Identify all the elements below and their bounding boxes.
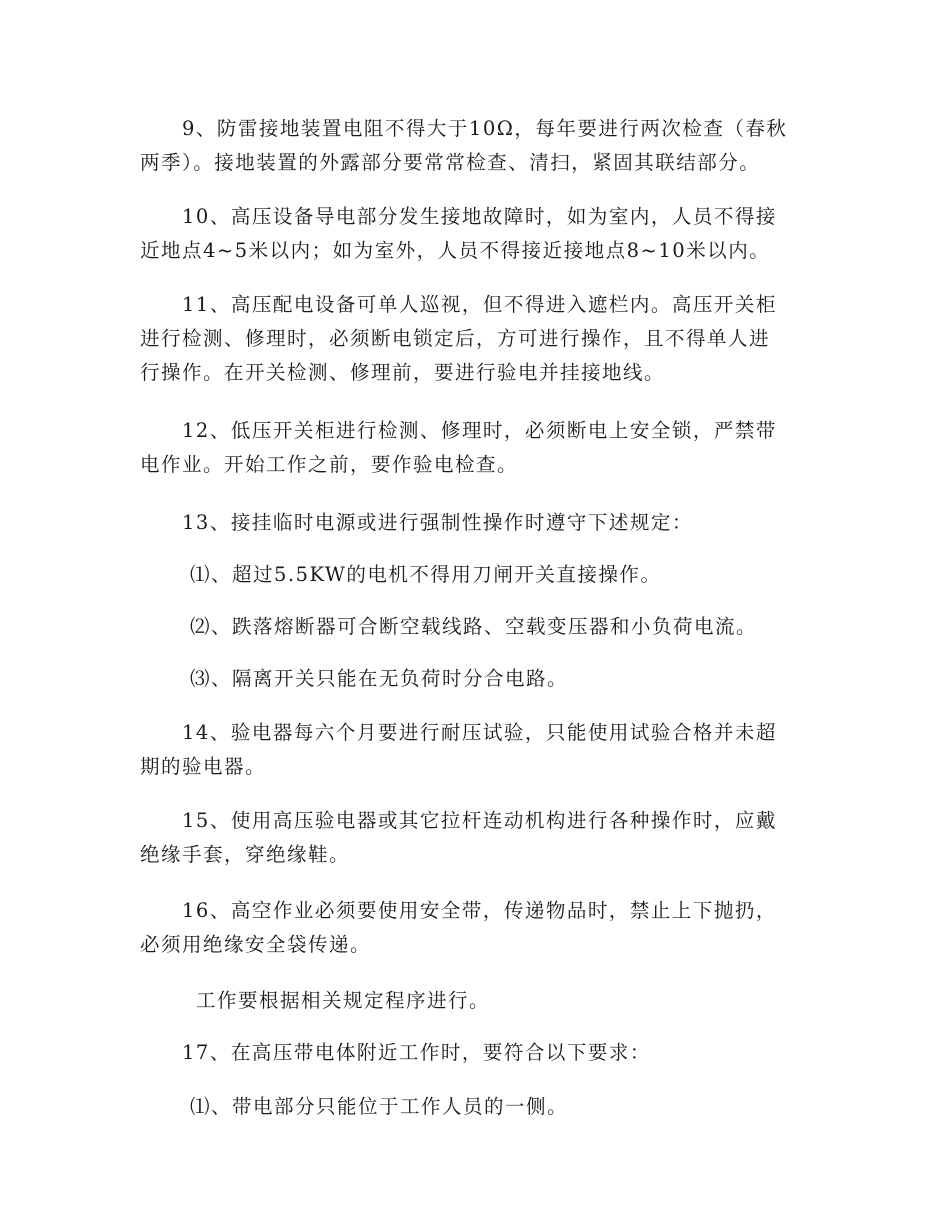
paragraph-12 <box>140 414 805 482</box>
paragraph-line: 期的验电器。 <box>140 755 267 778</box>
paragraph-line: 行操作。在开关检测、修理前，要进行验电并挂接地线。 <box>140 361 666 384</box>
paragraph-line: 电作业。开始工作之前，要作验电检查。 <box>140 453 519 476</box>
paragraph-11 <box>140 288 805 390</box>
sub-item-13-2 <box>140 610 805 644</box>
paragraph-line: 两季）。接地装置的外露部分要常常检查、清扫，紧固其联结部分。 <box>140 151 761 174</box>
paragraph-10 <box>140 200 805 268</box>
sub-item-17-1 <box>140 1090 805 1124</box>
paragraph-line: ⑴、超过5.5KW的电机不得用刀闸开关直接操作。 <box>190 563 662 586</box>
paragraph-15 <box>140 804 805 872</box>
paragraph-line: 9、防雷接地装置电阻不得大于10Ω，每年要进行两次检查（春秋 <box>182 117 788 140</box>
paragraph-line: ⑶、隔离开关只能在无负荷时分合电路。 <box>190 667 569 690</box>
paragraph-line: 16、高空作业必须要使用安全带，传递物品时，禁止上下抛扔， <box>182 899 777 922</box>
paragraph-line: 13、接挂临时电源或进行强制性操作时遵守下述规定： <box>182 511 693 534</box>
sub-item-13-1 <box>140 558 805 592</box>
paragraph-line: 10、高压设备导电部分发生接地故障时，如为室内，人员不得接 <box>182 205 777 228</box>
paragraph-line: 11、高压配电设备可单人巡视，但不得进入遮栏内。高压开关柜 <box>182 293 777 316</box>
paragraph-line: 必须用绝缘安全袋传递。 <box>140 933 372 956</box>
paragraph-line: 进行检测、修理时，必须断电锁定后，方可进行操作，且不得单人进 <box>140 327 771 350</box>
paragraph-14 <box>140 716 805 784</box>
paragraph-9 <box>140 112 805 180</box>
paragraph-line: 近地点4~5米以内；如为室外，人员不得接近接地点8~10米以内。 <box>140 239 771 262</box>
paragraph-line: ⑵、跌落熔断器可合断空载线路、空载变压器和小负荷电流。 <box>190 615 758 638</box>
paragraph-13 <box>140 506 805 540</box>
paragraph-line: 14、验电器每六个月要进行耐压试验，只能使用试验合格并未超 <box>182 721 777 744</box>
paragraph-line: 工作要根据相关规定程序进行。 <box>196 989 491 1012</box>
paragraph-17 <box>140 1036 805 1070</box>
paragraph-line: ⑴、带电部分只能位于工作人员的一侧。 <box>190 1095 569 1118</box>
paragraph-line: 12、低压开关柜进行检测、修理时，必须断电上安全锁，严禁带 <box>182 419 777 442</box>
paragraph-procedure-note <box>140 984 805 1018</box>
paragraph-line: 15、使用高压验电器或其它拉杆连动机构进行各种操作时，应戴 <box>182 809 777 832</box>
paragraph-line: 绝缘手套，穿绝缘鞋。 <box>140 843 351 866</box>
paragraph-16 <box>140 894 805 962</box>
paragraph-line: 17、在高压带电体附近工作时，要符合以下要求： <box>182 1041 651 1064</box>
sub-item-13-3 <box>140 662 805 696</box>
